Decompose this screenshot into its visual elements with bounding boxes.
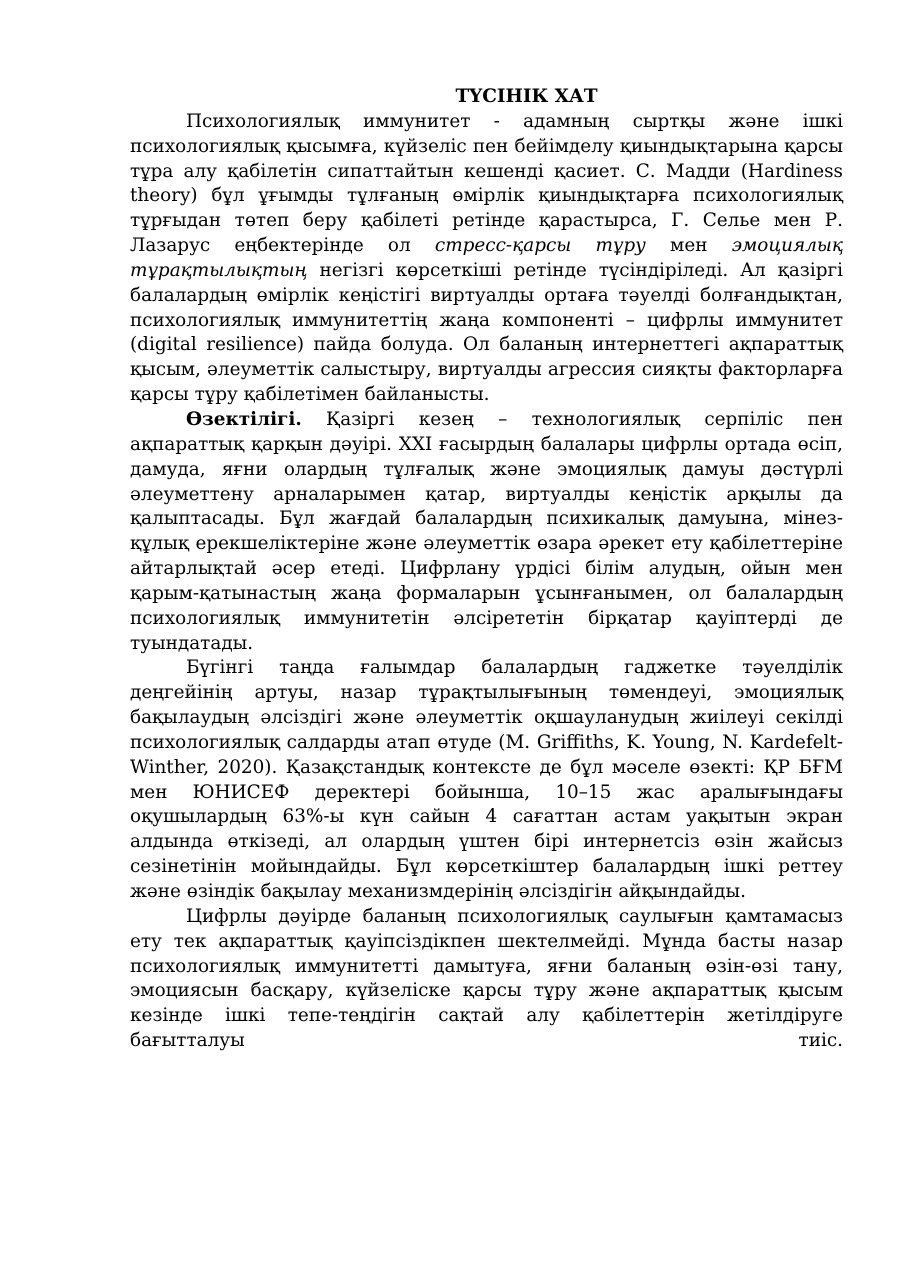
- relevance-heading: Өзектілігі.: [186, 408, 302, 430]
- paragraph-2-text: Қазіргі кезең – технологиялық серпіліс пен ақпараттық қарқын дәуірі. XXI ғасырдың балалары цифрлы ортада өсіп, дамуда, яғни олардың тұлғалық және эмоциялық дамуы дәстүрлі әлеуметтену арналарымен қатар, виртуалды кеңістік арқылы да қалыптасады. Бұл жағдай балалардың психикалық дамуына, мінез-құлық ерекшеліктеріне және әлеуметтік өзара әрекет ету қабілеттеріне айтарлықтай әсер етеді. Цифрлану үрдісі білім алудың, ойын мен қарым-қатынастың жаңа формаларын ұсынғанымен, ол балалардың психологиялық иммунитетін әлсірететін бірқатар қауіптерді де туындатады.: [130, 408, 843, 654]
- paragraph-1-text-b: мен: [645, 235, 732, 257]
- paragraph-relevance: [130, 408, 843, 656]
- document-page: [130, 85, 843, 1054]
- paragraph-1-text-c: негізгі көрсеткіші ретінде түсіндіріледі. Ал қазіргі балалардың өмірлік кеңістігі виртуалды ортаға тәуелді болғандықтан, психологиялық иммунитеттің жаңа компоненті – цифрлы иммунитет (digital resilience) пайда болуда. Ол баланың интернеттегі ақпараттық қысым, әлеуметтік салыстыру, виртуалды агрессия сияқты факторларға қарсы тұру қабілетімен байланысты.: [130, 259, 843, 406]
- paragraph-digital-era: Цифрлы дәуірде баланың психологиялық саулығын қамтамасыз ету тек ақпараттық қауіпсіздікпен шектелмейді. Мұнда басты назар психологиялық иммунитетті дамытуға, яғни баланың өзін-өзі тану, эмоциясын басқару, күйзеліске қарсы тұру және ақпараттық қысым кезінде ішкі тепе-теңдігін сақтай алу қабілеттерін жетілдіруге бағытталуы тиіс.: [130, 905, 843, 1052]
- paragraph-1-text-a: Психологиялық иммунитет - адамның сыртқы және ішкі психологиялық қысымға, күйзеліс пен бейімделу қиындықтарына қарсы тұра алу қабілетін сипаттайтын кешенді қасиет. С. Мадди (Hardiness theory) бұл ұғымды тұлғаның өмірлік қиындықтарға психологиялық тұрғыдан төтеп беру қабілеті ретінде қарастырса, Г. Селье мен Р. Лазарус еңбектерінде ол: [130, 110, 843, 257]
- paragraph-psychological-immunity: [130, 110, 843, 408]
- paragraph-1-italic-emotional: эмоциялық тұрақтылықтың: [130, 235, 843, 281]
- paragraph-research: Бүгінгі таңда ғалымдар балалардың гаджетке тәуелділік деңгейінің артуы, назар тұрақтылығының төмендеуі, эмоциялық бақылаудың әлсіздігі және әлеуметтік оқшауланудың жиілеуі секілді психологиялық салдарды атап өтуде (M. Griffiths, K. Young, N. Kardefelt-Winther, 2020). Қазақстандық контексте де бұл мәселе өзекті: ҚР БҒМ мен ЮНИСЕФ деректері бойынша, 10–15 жас аралығындағы оқушылардың 63%-ы күн сайын 4 сағаттан астам уақытын экран алдында өткізеді, ал олардың үштен бірі интернетсіз өзін жайсыз сезінетінін мойындайды. Бұл көрсеткіштер балалардың ішкі реттеу және өзіндік бақылау механизмдерінің әлсіздігін айқындайды.: [130, 657, 843, 902]
- document-title: ТҮСІНІК ХАТ: [455, 86, 598, 107]
- paragraph-1-italic-stress: стресс-қарсы тұру: [434, 235, 646, 257]
